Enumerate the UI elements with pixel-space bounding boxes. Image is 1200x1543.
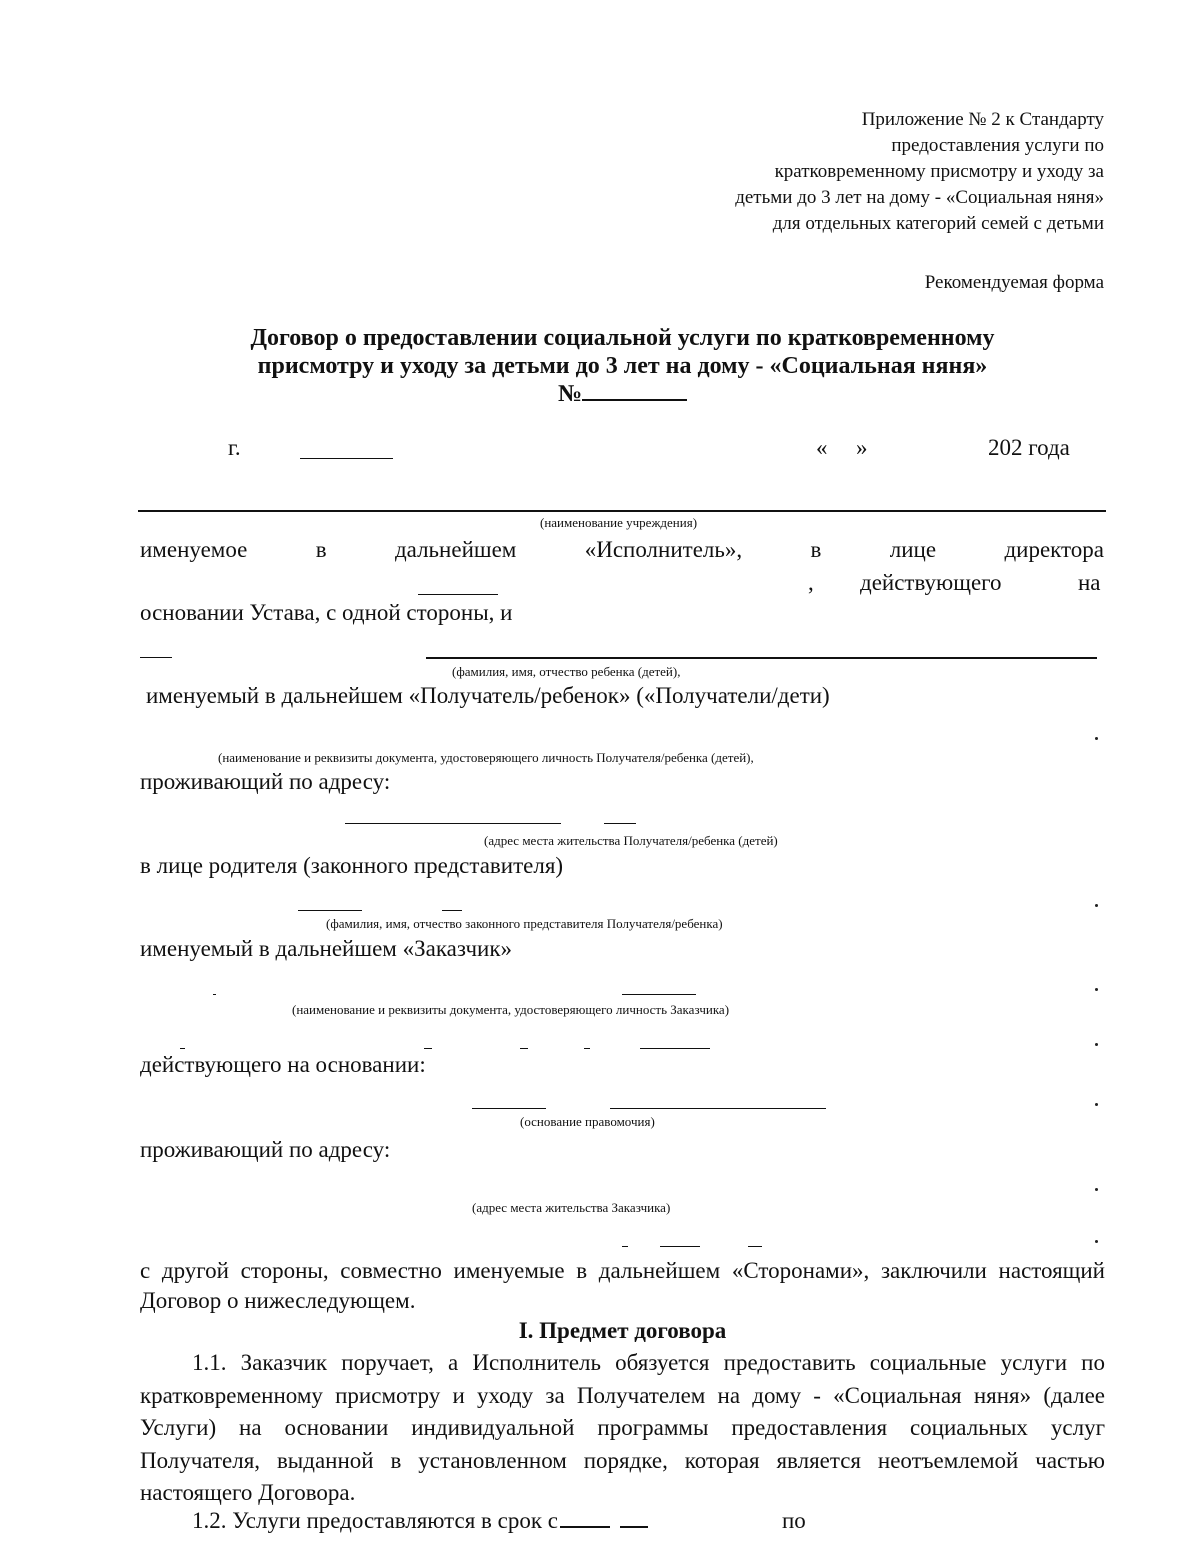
acting-comma: ,	[808, 570, 814, 595]
child-address-line	[345, 823, 561, 824]
executor-row	[140, 537, 1104, 563]
institution-line	[138, 510, 1106, 512]
child-name-line	[426, 657, 1097, 659]
clause-1-1: 1.1. Заказчик поручает, а Исполнитель обязуется предоставить социальные услуги по кратковременному присмотру и уходу за Получателем на дому - «Социальная няня» (далее Услуги) на основании индивидуальной программы предоставления социальных услуг Получателя, выданной в установленном порядке, которая является неотъемлемой частью настоящего Договора.	[140, 1350, 1105, 1505]
caption-customer-address: (адрес места жительства Заказчика)	[472, 1200, 671, 1215]
caption-customer-document: (наименование и реквизиты документа, удостоверяющего личность Заказчика)	[292, 1002, 730, 1017]
caption-child-document: (наименование и реквизиты документа, удостоверяющего личность Получателя/ребенка (детей),	[218, 750, 754, 765]
title-line: присмотру и уходу за детьми до 3 лет на дому - «Социальная няня»	[257, 353, 988, 379]
word: лице	[889, 537, 937, 562]
acting-basis-label: действующего на основании:	[140, 1052, 426, 1077]
word: дальнейшем	[394, 537, 517, 562]
customer-doc-line	[622, 994, 696, 995]
number-sign: №	[557, 381, 583, 407]
word: в	[810, 537, 822, 562]
caption-child-name: (фамилия, имя, отчество ребенка (детей),	[452, 664, 681, 679]
document-title	[0, 324, 1200, 408]
annex-line: для отдельных категорий семей с детьми	[772, 213, 1104, 234]
parent-person: в лице родителя (законного представителя)	[140, 853, 564, 878]
recipient-named: именуемый в дальнейшем «Получатель/ребенок» («Получатели/дети)	[146, 683, 830, 708]
date-year: 202 года	[988, 435, 1070, 460]
caption-parent-name: (фамилия, имя, отчество законного представителя Получателя/ребенка)	[326, 916, 723, 931]
annex-line: кратковременному присмотру и уходу за	[774, 161, 1104, 182]
parent-name-line	[298, 910, 362, 911]
caption-institution: (наименование учреждения)	[540, 515, 698, 530]
caption-authority: (основание правомочия)	[520, 1114, 655, 1129]
contract-number	[0, 380, 1200, 408]
customer-named: именуемый в дальнейшем «Заказчик»	[140, 936, 513, 961]
annex-line: детьми до 3 лет на дому - «Социальная няня»	[735, 187, 1104, 208]
authority-line	[472, 1108, 546, 1109]
word: директора	[1004, 537, 1104, 562]
recommended-form-label: Рекомендуемая форма	[924, 272, 1104, 293]
city-label: г.	[228, 435, 241, 460]
date-quote-close: »	[856, 435, 868, 460]
word: в	[315, 537, 327, 562]
clause-1-2	[192, 1508, 648, 1534]
acting-word: на	[1078, 570, 1101, 595]
residing-label-recipient: проживающий по адресу:	[140, 769, 391, 794]
date-quote-open: «	[816, 435, 828, 460]
caption-child-address: (адрес места жительства Получателя/ребенка (детей)	[484, 833, 778, 848]
residing-label-customer: проживающий по адресу:	[140, 1137, 391, 1162]
annex-line: Приложение № 2 к Стандарту	[861, 109, 1104, 130]
section-heading: I. Предмет договора	[518, 1318, 727, 1343]
clause-1-2-text: 1.2. Услуги предоставляются в срок с	[192, 1508, 559, 1533]
other-party-paragraph: с другой стороны, совместно именуемые в дальнейшем «Сторонами», заключили настоящий Договор о нижеследующем.	[140, 1258, 1105, 1313]
acting-word: действующего	[860, 570, 1002, 595]
clause-1-2-to: по	[782, 1508, 806, 1533]
annex-header	[735, 107, 1104, 237]
word: «Исполнитель»,	[584, 537, 743, 562]
word: именуемое	[140, 537, 248, 562]
annex-line: предоставления услуги по	[891, 135, 1104, 156]
title-line: Договор о предоставлении социальной услуги по кратковременному	[250, 325, 995, 351]
basis-charter: основании Устава, с одной стороны, и	[140, 600, 513, 625]
